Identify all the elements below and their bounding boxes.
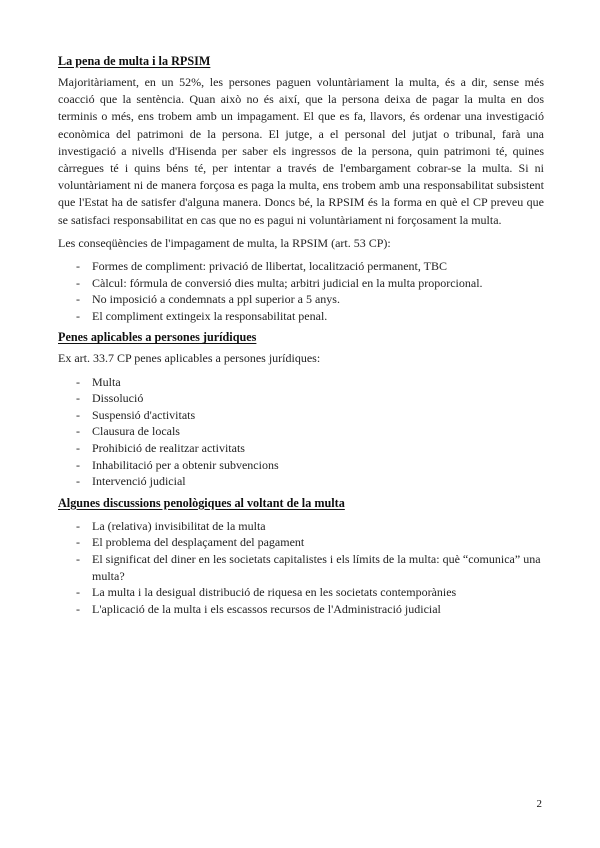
section-heading-pena-multa: La pena de multa i la RPSIM	[58, 54, 211, 68]
section-heading-persones-juridiques: Penes aplicables a persones jurídiques	[58, 330, 257, 345]
dash-bullet: -	[76, 474, 80, 489]
list-item: - Clausura de locals	[76, 424, 180, 439]
list-item: - Càlcul: fórmula de conversió dies multa; arbitri judicial en la multa proporcional.	[76, 275, 483, 290]
list-item: - El compliment extingeix la responsabilitat penal.	[76, 308, 328, 323]
dash-bullet: -	[76, 518, 80, 533]
list-item: - La multa i la desigual distribució de riquesa en les societats contemporànies	[76, 585, 457, 600]
list-item: - Intervenció judicial	[76, 474, 186, 489]
list-consequencies	[58, 258, 544, 324]
document-page	[58, 52, 544, 621]
list-item: - Prohibició de realitzar activitats	[76, 440, 245, 455]
list-item: - No imposició a condemnats a ppl superior a 5 anys.	[76, 292, 340, 307]
paragraph-consequencies: Les conseqüències de l'impagament de multa, la RPSIM (art. 53 CP):	[58, 235, 391, 250]
dash-bullet: -	[76, 535, 80, 550]
dash-bullet: -	[76, 391, 80, 406]
list-item: - El problema del desplaçament del pagament	[76, 535, 305, 550]
list-item: - Suspensió d'activitats	[76, 407, 196, 422]
dash-bullet: -	[76, 292, 80, 307]
dash-bullet: -	[76, 308, 80, 323]
list-item: - Dissolució	[76, 391, 144, 406]
dash-bullet: -	[76, 407, 80, 422]
dash-bullet: -	[76, 259, 80, 274]
list-item: - Multa	[76, 374, 121, 389]
list-item: - L'aplicació de la multa i els escassos recursos de l'Administració judicial	[76, 601, 441, 616]
dash-bullet: -	[76, 551, 80, 566]
list-item: - Formes de compliment: privació de llibertat, localització permanent, TBC	[76, 259, 448, 274]
paragraph-rpsim: Majoritàriament, en un 52%, les persones paguen voluntàriament la multa, és a dir, sense més coacció que la sentència. Quan això no és així, que la persona deixa de pagar la multa en dos terminis o més, ens trobem amb un impagament. El que es fa, llavors, és ordenar una investigació econòmica del patrimoni de la persona. El jutge, a el personal del jutjat o tribunal, farà una investigació a nivells d'Hisenda per saber els ingressos de la persona, quin patrimoni té, quines càrregues té i quins béns té, per intentar a través de l'embargament cobrar-se la multa. Si ni voluntàriament ni de manera forçosa es paga la multa, ens trobem amb una responsabilitat subsistent que l'Estat ha de satisfer d'alguna manera. Doncs bé, la RPSIM és la forma en què el CP preveu que se satisfaci responsabilitat en cas que no es pagui ni voluntàriament ni forçosament la multa.	[58, 75, 544, 227]
page-number: 2	[536, 798, 542, 810]
dash-bullet: -	[76, 424, 80, 439]
list-item: - La (relativa) invisibilitat de la multa	[76, 518, 266, 533]
dash-bullet: -	[76, 601, 80, 616]
list-item: - El significat del diner en les societats capitalistes i els límits de la multa: què “comunica” una multa?	[76, 551, 541, 583]
list-item: - Inhabilitació per a obtenir subvencions	[76, 457, 279, 472]
list-penes	[58, 374, 544, 490]
list-discussions	[58, 518, 544, 618]
dash-bullet: -	[76, 440, 80, 455]
dash-bullet: -	[76, 374, 80, 389]
dash-bullet: -	[76, 275, 80, 290]
dash-bullet: -	[76, 585, 80, 600]
dash-bullet: -	[76, 457, 80, 472]
section-heading-discussions: Algunes discussions penològiques al voltant de la multa	[58, 495, 345, 510]
paragraph-art-33-7: Ex art. 33.7 CP penes aplicables a persones jurídiques:	[58, 351, 321, 366]
